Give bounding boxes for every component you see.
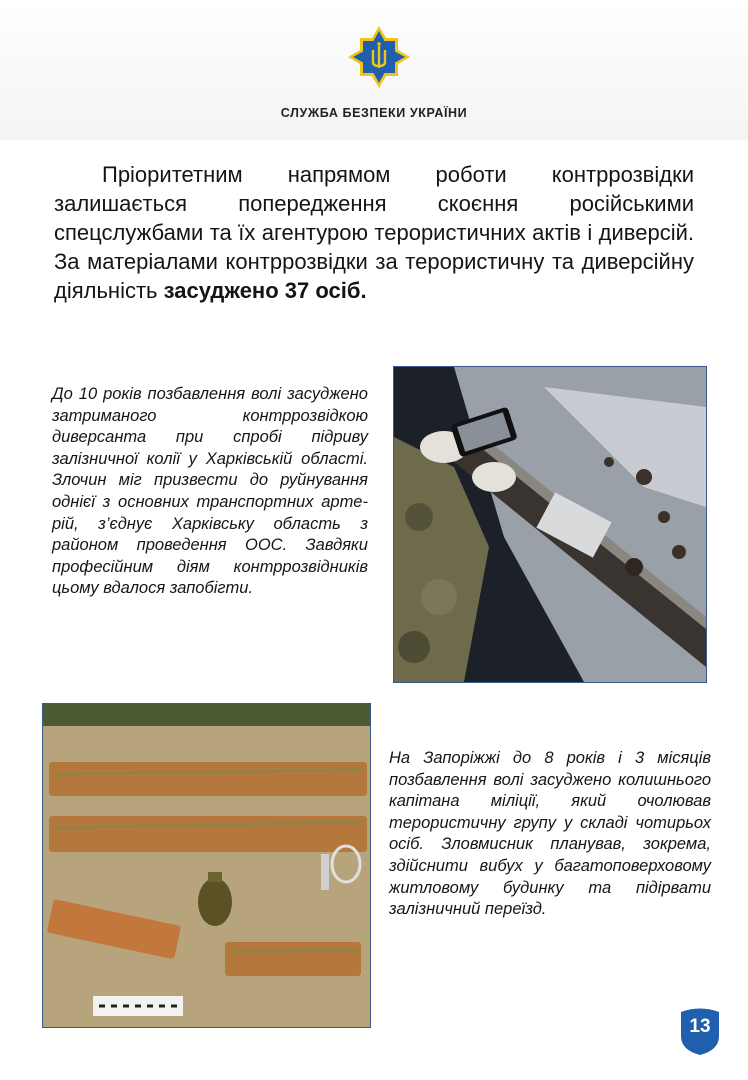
ammunition-grenade-photo [42, 703, 371, 1028]
page-number: 13 [689, 1016, 711, 1037]
railway-explosive-photo [393, 366, 707, 683]
lead-emphasis: засуджено 37 осіб. [163, 278, 367, 303]
story-zaporizhzhia: На Запоріжжі до 8 років і 3 місяців позбавлення волі засуджено колишнього капітана міліції, який очолював терористичну групу у складі чотирьох осіб. Зловмисник планував, зокрема, здійснити вибух у багатоповерховому житловому будинку та підірвати залізничний переїзд. [389, 749, 711, 919]
lead-text: Пріоритетним напрямом роботи контррозвідки залишається попередження скоєння російськими спецслужбами та їх агентурою терористичних актів і диверсій. За матеріалами контррозвідки за терористичну та диверсійну діяльність [54, 162, 694, 303]
organization-name: СЛУЖБА БЕЗПЕКИ УКРАЇНИ [280, 106, 468, 120]
ssu-emblem-icon [346, 24, 412, 90]
story-kharkiv: До 10 років позбавлення волі засуджено затриманого контррозвідкою диверсанта при спробі підриву залізничної колії у Харківській області. Злочин міг призвести до руйнування однієї з основних транспортних артерій, з’єднує Харківську область з районом проведення ООС. Завдяки професійним діям контррозвідників цьому вдалося запобігти. [52, 385, 368, 598]
page-header [0, 0, 748, 140]
lead-paragraph [54, 160, 694, 305]
